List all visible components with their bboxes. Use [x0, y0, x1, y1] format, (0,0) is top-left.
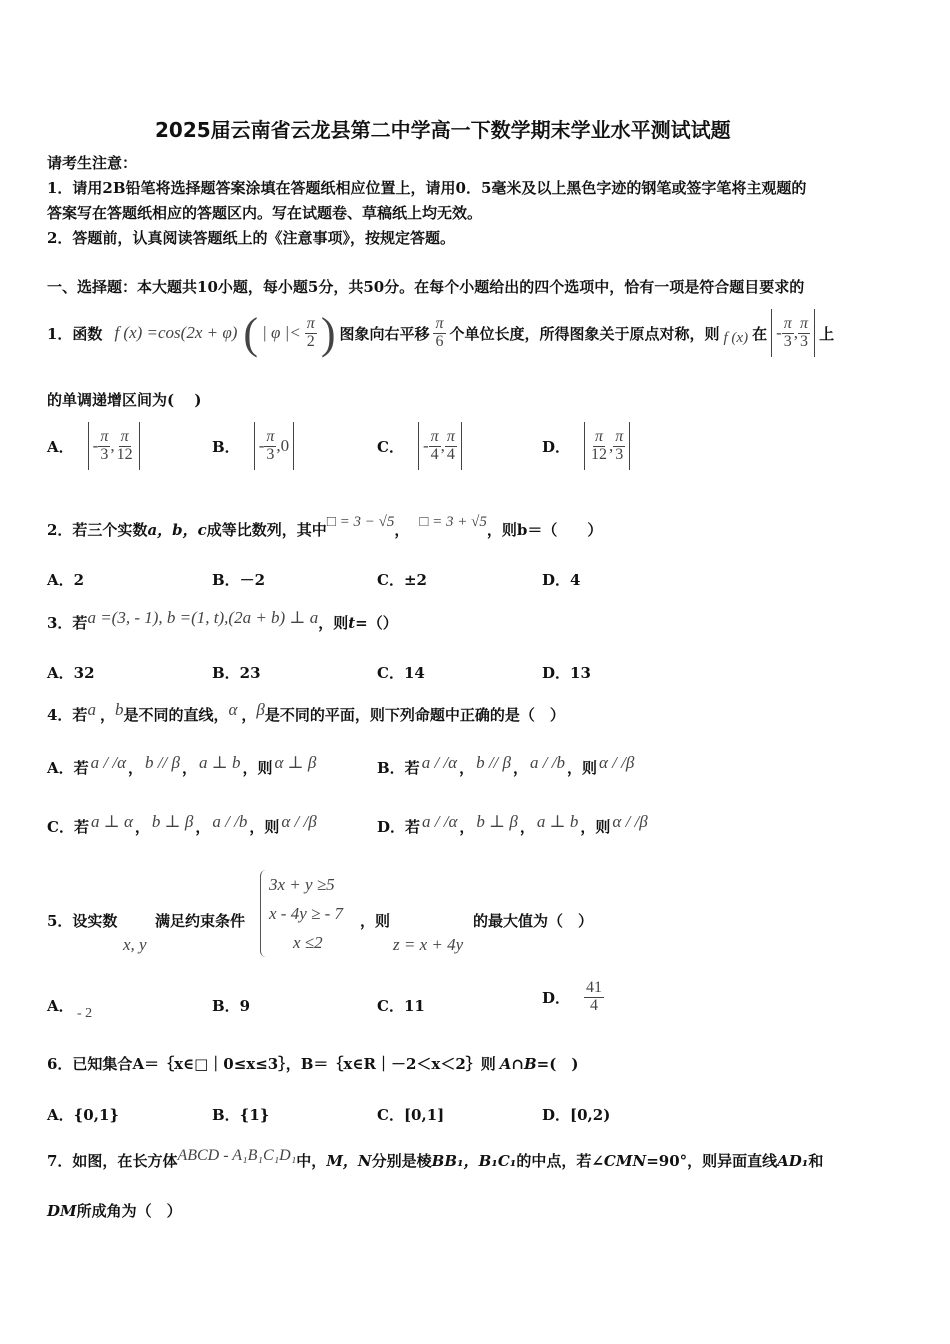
q1-option-d[interactable]: D． $\frac{\pi}{12}$ , $\frac{\pi}{3}$ [542, 422, 630, 470]
q5-d-den: 4 [590, 996, 599, 1014]
q5-text-b: 满足约束条件 [155, 912, 246, 930]
q2-comma: ， [394, 521, 410, 539]
q1-b-minus: - [258, 436, 265, 455]
question-4 [47, 699, 565, 725]
q3-option-c[interactable]: C．14 [377, 664, 425, 682]
q4-text-b: 是不同的直线， [123, 706, 229, 724]
q4-c-p1: a ⊥ α [90, 811, 133, 831]
q5-option-b[interactable]: B．9 [212, 997, 251, 1015]
q4-d-label: D．若 [377, 818, 421, 836]
q4-c-then: ，则 [249, 818, 280, 836]
q4-a-p2: b // β [145, 752, 180, 772]
q7-text-b: 中， [296, 1152, 327, 1170]
q4-a-p4: α ⊥ β [274, 752, 317, 772]
notice-line1a: 1．请用2B铅笔将选择题答案涂填在答题纸相应位置上，请用0．5毫米及以上黑色字迹的钢笔或签字笔将主观题的 [47, 179, 807, 197]
q1-c-pi1: π [430, 427, 439, 445]
q5-option-a-label[interactable]: A． [47, 997, 74, 1015]
q1-option-b[interactable]: B． - $\frac{\pi}{3}$ , 0 [212, 422, 294, 470]
q4-b: b [114, 699, 124, 719]
q1-a-three: 3 [100, 445, 109, 463]
q5-xy: x, y [123, 935, 147, 954]
q1-prefix: 1．函数 [47, 324, 103, 343]
q7-solid: ABCD - A₁B₁C₁D₁ [177, 1146, 297, 1164]
q5-constraints [260, 870, 343, 957]
q1-text1: 图象向右平移 [339, 324, 430, 343]
q2-eq2: □ = 3 + √5 [419, 514, 487, 530]
section-heading: 一、选择题：本大题共10小题，每小题5分，共50分。在每个小题给出的四个选项中，恰有一项是符合题目要求的 [47, 278, 805, 296]
q4-d-p2: b ⊥ β [476, 811, 518, 831]
q1-text4: 上 [819, 324, 835, 343]
q4-c-p2: b ⊥ β [151, 811, 194, 831]
q1-text2: 个单位长度，所得图象关于原点对称，则 [449, 324, 720, 343]
q4-beta: β [256, 699, 265, 719]
q4-a-p1: a / /α [90, 752, 127, 772]
q4-c-p3: a / /b [212, 811, 248, 831]
q6-ab: A∩B [499, 1054, 537, 1073]
q5-text-c: ，则 [360, 912, 391, 930]
notice-line2: 2．答题前，认真阅读答题纸上的《注意事项》，按规定答题。 [47, 229, 455, 247]
q1-condition: | φ |< [262, 323, 301, 342]
q4-c-label: C．若 [47, 818, 89, 836]
q7-edges: BB₁，B₁C₁ [431, 1152, 517, 1170]
q4-d-p1: a / /α [422, 811, 458, 831]
q3-option-b[interactable]: B．23 [212, 664, 261, 682]
q1-int-three2: 3 [800, 332, 809, 350]
question-6 [47, 1053, 578, 1074]
q2-option-b[interactable]: B．－2 [212, 571, 266, 589]
q5-text-a: 5．设实数 [47, 912, 118, 930]
q4-sep: ， [99, 706, 115, 724]
q4-d-p4: α / /β [612, 811, 648, 831]
q4-option-d[interactable]: D．若 a / /α ， b ⊥ β ， a ⊥ b ，则 α / /β [377, 811, 648, 836]
q5-objective: z = x + 4y [393, 935, 464, 954]
q1-d-twelve: 12 [591, 445, 608, 463]
q4-text-a: 4．若 [47, 706, 88, 724]
q7-dm: DM [47, 1201, 77, 1220]
q1-a-pi1: π [100, 427, 109, 445]
q4-b-label: B．若 [377, 759, 420, 777]
q5-c3: x ≤2 [293, 933, 323, 952]
q1-a-pi2: π [120, 427, 129, 445]
q1-b-pi: π [266, 427, 275, 445]
q6-option-d[interactable]: D．[0,2) [542, 1106, 611, 1124]
q2-text-a: 2．若三个实数 [47, 521, 148, 539]
q5-option-d[interactable] [542, 980, 604, 1015]
q3-text-a: 3．若 [47, 614, 88, 632]
q2-option-a[interactable]: A．2 [47, 571, 85, 589]
question-3 [47, 607, 398, 633]
q1-b-label: B． [212, 437, 240, 456]
q2-text-d: ，则b＝（ ） [486, 521, 603, 539]
q7-text-d: 的中点，若∠ [516, 1152, 604, 1170]
q7-text-e: =90°，则异面直线 [646, 1152, 778, 1170]
q7-text-a: 7．如图，在长方体 [47, 1152, 178, 1170]
q1-text3: 在 [752, 324, 768, 343]
q4-c-p4: α / /β [281, 811, 317, 831]
q1-a-minus: - [92, 436, 99, 455]
q1-rparen: ) [320, 308, 336, 358]
q5-option-a-value: - 2 [77, 1006, 93, 1021]
q3-expr: a =(3, - 1), b =(1, t),(2a + b) ⊥ a [87, 607, 319, 627]
question-7 [47, 1146, 824, 1171]
q7-ad1: AD₁ [777, 1151, 809, 1170]
question-1 [47, 303, 834, 363]
q4-option-a[interactable]: A．若 a / /α ， b // β ， a ⊥ b ，则 α ⊥ β [47, 752, 317, 777]
q7-text-f: 和 [808, 1152, 824, 1170]
q1-function: f (x) =cos(2x + φ) [114, 323, 238, 342]
q2-text-c: 成等比数列，其中 [206, 521, 327, 539]
q7-mn: M，N [326, 1152, 372, 1170]
q1-c-minus: - [422, 436, 429, 455]
q1-pi: π [306, 314, 315, 332]
question-2 [47, 514, 603, 540]
q1-a-twelve: 12 [116, 445, 133, 463]
q4-alpha: α [228, 699, 238, 719]
q1-line2: 的单调递增区间为( ) [47, 391, 202, 409]
q1-d-three: 3 [615, 445, 624, 463]
q6-tail: =( ) [536, 1055, 579, 1073]
q3-text-c: =（） [355, 614, 398, 632]
q1-c-four2: 4 [446, 445, 455, 463]
q1-fx: f (x) [723, 329, 749, 346]
q4-b-p2: b // β [476, 752, 511, 772]
q7-angle: CMN [603, 1151, 647, 1170]
q4-a-label: A．若 [47, 759, 89, 777]
notice-line1b: 答案写在答题纸相应的答题区内。写在试题卷、草稿纸上均无效。 [47, 204, 483, 222]
q4-sep2: ， [241, 706, 257, 724]
q4-option-b[interactable]: B．若 a / /α ， b // β ， a / /b ，则 α / /β [377, 752, 635, 777]
q3-option-d[interactable]: D．13 [542, 664, 591, 682]
q1-d-label: D． [542, 437, 571, 456]
q6-option-b[interactable]: B．{1} [212, 1106, 270, 1124]
q4-a: a [87, 699, 96, 719]
q2-option-c[interactable]: C．±2 [377, 571, 427, 589]
q4-b-p4: α / /β [598, 752, 635, 772]
q7-line2 [47, 1200, 182, 1221]
q4-d-p3: a ⊥ b [536, 811, 579, 831]
q1-six: 6 [435, 332, 444, 350]
q5-d-label: D． [542, 988, 571, 1007]
q4-option-c[interactable]: C．若 a ⊥ α ， b ⊥ β ， a / /b ，则 α / /β [47, 811, 317, 836]
q7-text-c: 分别是棱 [371, 1152, 432, 1170]
q3-t: t [348, 613, 356, 632]
q1-shift-pi: π [435, 314, 444, 332]
q4-b-then: ，则 [566, 759, 597, 777]
q6-text: 6．已知集合A＝｛x∈□｜0≤x≤3｝，B＝｛x∈R｜－2＜x＜2｝则 [47, 1055, 496, 1073]
q1-option-c[interactable]: C． - $\frac{\pi}{4}$ , $\frac{\pi}{4}$ [377, 422, 462, 470]
q5-text-d: 的最大值为（ ） [473, 912, 594, 930]
q1-lparen: ( [243, 308, 259, 358]
q1-int-three1: 3 [783, 332, 792, 350]
q4-b-p1: a / /α [421, 752, 458, 772]
q2-option-d[interactable]: D．4 [542, 571, 581, 589]
q5-c1: 3x + y ≥5 [269, 875, 335, 894]
q5-c2: x - 4y ≥ - 7 [269, 904, 343, 923]
q1-interval: - $\frac{\pi}{3}$ , $\frac{\pi}{3}$ [771, 309, 815, 357]
q2-eq1: □ = 3 − √5 [326, 514, 395, 530]
page-title: 2025届云南省云龙县第二中学高一下数学期末学业水平测试试题 [155, 118, 731, 142]
q1-int-pi2: π [800, 314, 809, 332]
q5-option-c[interactable]: C．11 [377, 997, 425, 1015]
q4-text-c: 是不同的平面，则下列命题中正确的是（ ） [264, 706, 565, 724]
q1-int-pi1: π [783, 314, 792, 332]
q1-b-zero: 0 [280, 436, 290, 455]
q4-a-p3: a ⊥ b [198, 752, 241, 772]
q6-option-c[interactable]: C．[0,1] [377, 1106, 445, 1124]
q5-d-num: 41 [586, 979, 603, 996]
q4-a-then: ，则 [242, 759, 273, 777]
q1-d-pi1: π [595, 427, 604, 445]
q1-option-a[interactable]: A． - $\frac{\pi}{3}$ , $\frac{\pi}{12}$ [47, 422, 140, 470]
q1-c-label: C． [377, 437, 404, 456]
notice-heading: 请考生注意： [47, 154, 138, 172]
q7-text-g: 所成角为（ ） [76, 1202, 182, 1220]
q1-d-pi2: π [615, 427, 624, 445]
q4-b-p3: a / /b [530, 752, 565, 772]
q2-vars: a，b，c [147, 521, 207, 539]
q1-two: 2 [306, 332, 315, 350]
q6-option-a[interactable]: A．{0,1} [47, 1106, 120, 1124]
q4-d-then: ，则 [580, 818, 611, 836]
q1-c-pi2: π [446, 427, 455, 445]
q1-interval-minus: - [776, 323, 782, 342]
q1-c-four1: 4 [430, 445, 439, 463]
q1-a-label: A． [47, 437, 74, 456]
q3-text-b: ，则 [318, 614, 349, 632]
q3-option-a[interactable]: A．32 [47, 664, 95, 682]
q1-b-three: 3 [266, 445, 275, 463]
